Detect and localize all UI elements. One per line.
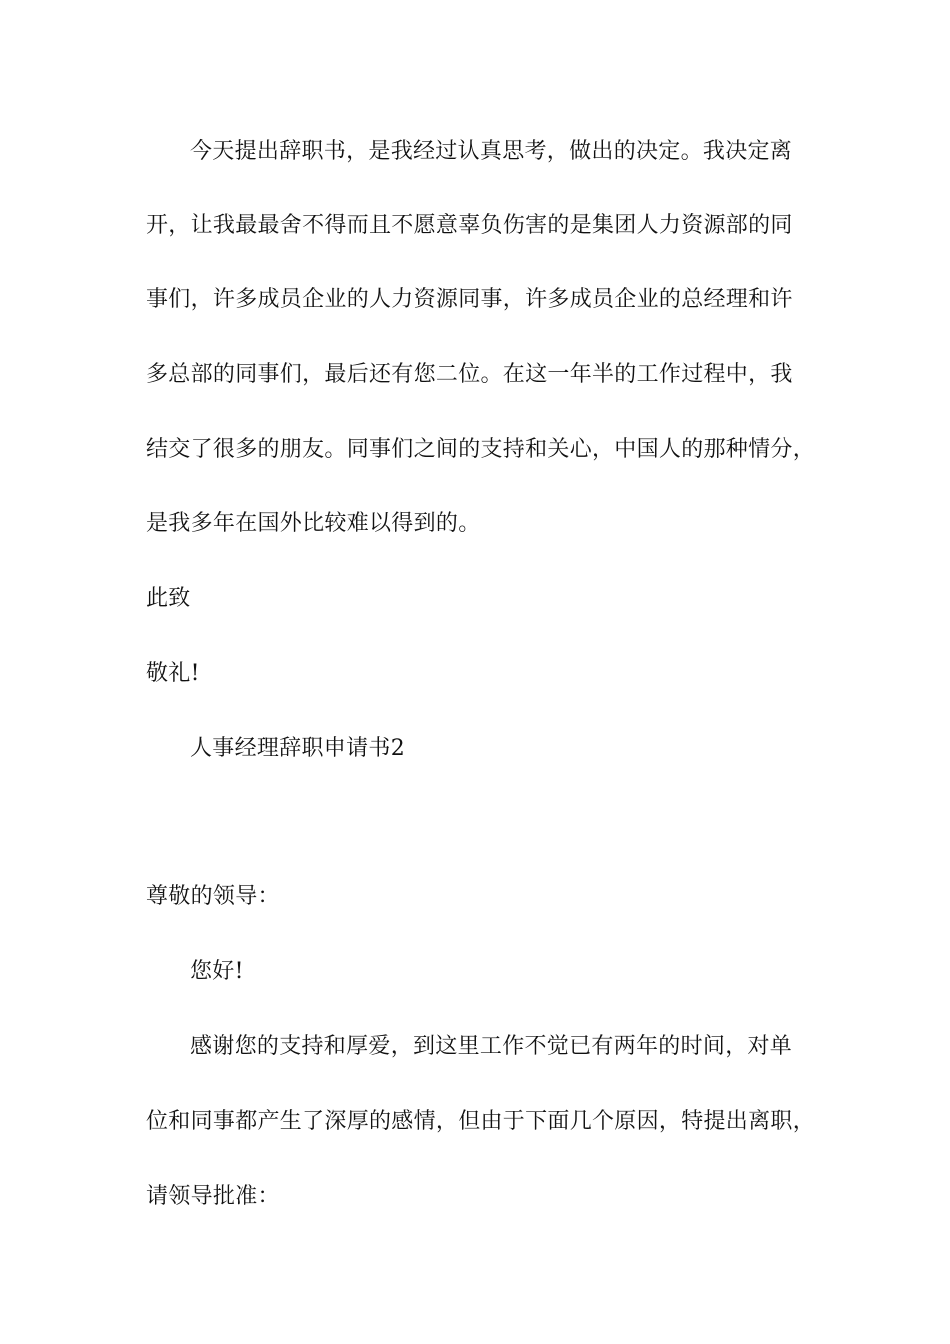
closing-line: 此致 — [146, 586, 191, 611]
paragraph-line: 位和同事都产生了深厚的感情，但由于下面几个原因，特提出离职， — [146, 1109, 816, 1134]
paragraph-line: 感谢您的支持和厚爱，到这里工作不觉已有两年的时间，对单 — [190, 1034, 793, 1059]
section-title: 人事经理辞职申请书2 — [190, 736, 405, 761]
closing-line: 敬礼! — [146, 661, 200, 686]
paragraph-line: 今天提出辞职书，是我经过认真思考，做出的决定。我决定离 — [190, 139, 793, 164]
paragraph-line: 开，让我最最舍不得而且不愿意辜负伤害的是集团人力资源部的同 — [146, 213, 793, 238]
greeting: 您好! — [190, 959, 244, 984]
paragraph-line: 多总部的同事们，最后还有您二位。在这一年半的工作过程中，我 — [146, 362, 793, 387]
paragraph-line: 事们，许多成员企业的人力资源同事，许多成员企业的总经理和许 — [146, 287, 793, 312]
paragraph-line: 是我多年在国外比较难以得到的。 — [146, 511, 481, 536]
paragraph-line: 请领导批准： — [146, 1184, 280, 1209]
paragraph-line: 结交了很多的朋友。同事们之间的支持和关心，中国人的那种情分， — [146, 437, 816, 462]
salutation: 尊敬的领导： — [146, 884, 280, 909]
